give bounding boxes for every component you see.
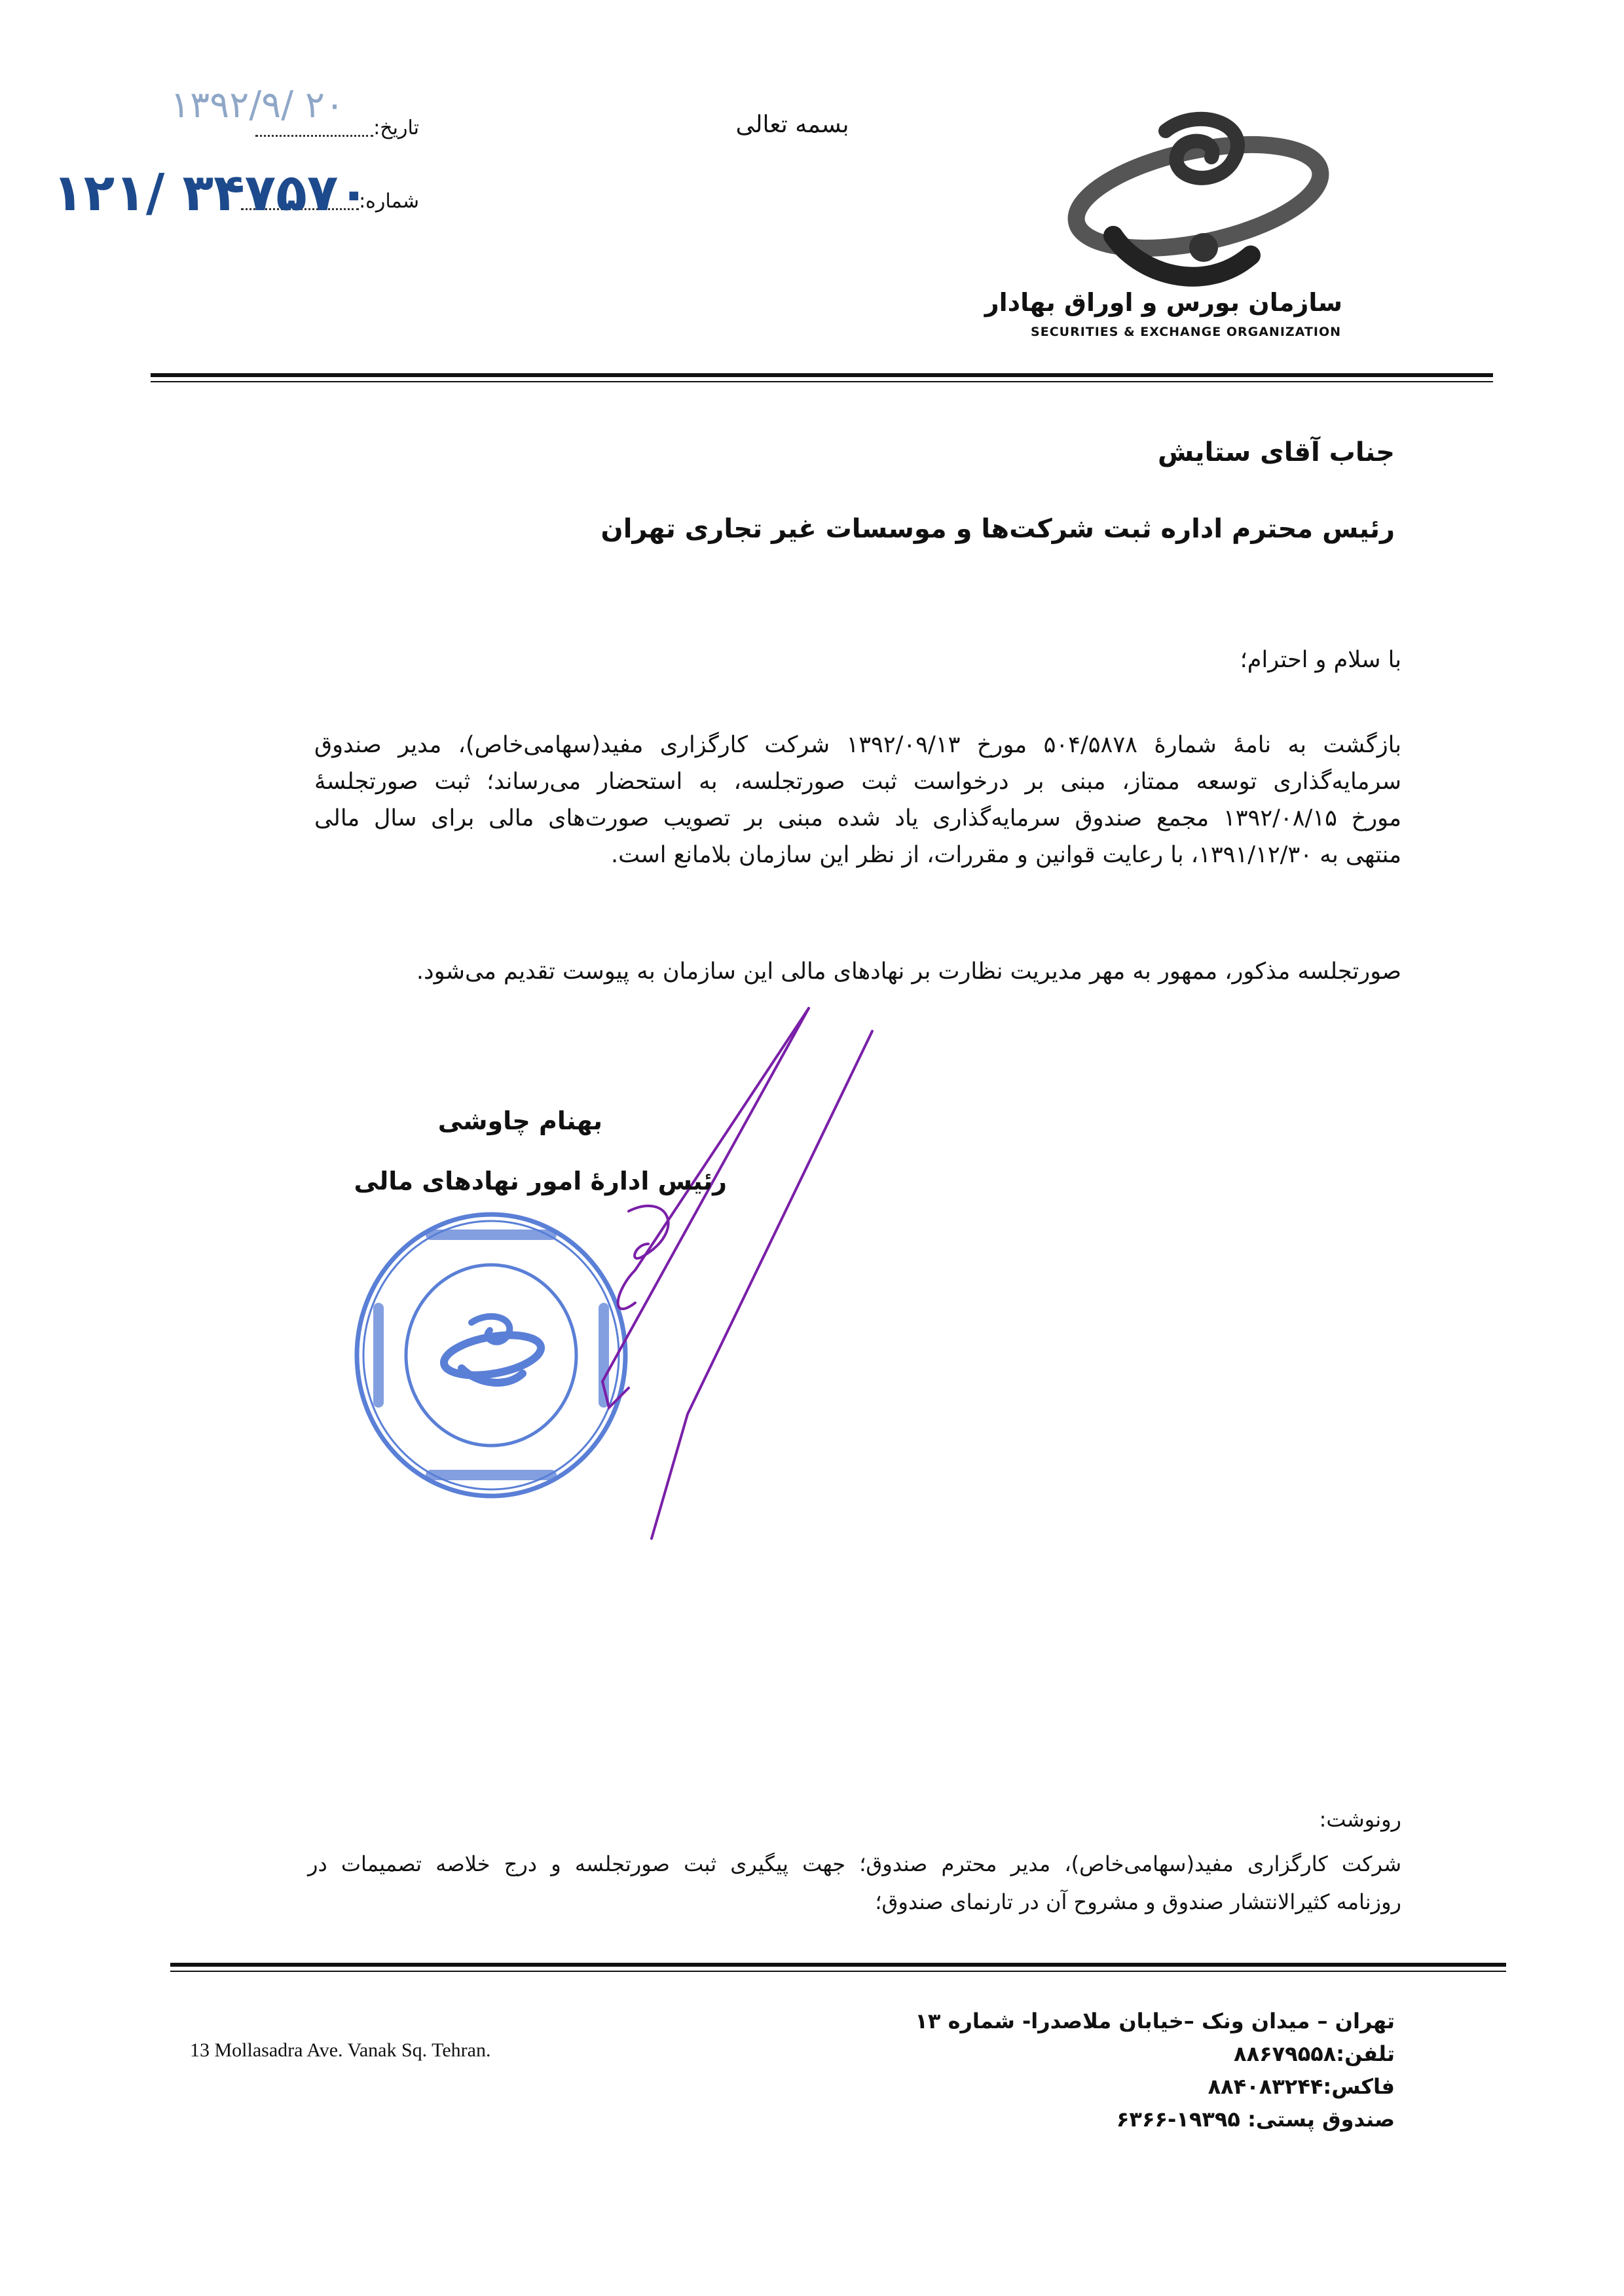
basmala: بسمه تعالی [735, 111, 849, 138]
cc-line: روزنامه کثیرالانتشار صندوق و مشروح آن در تارنمای صندوق؛ [875, 1889, 1401, 1914]
footer-po-box: صندوق پستی: ۱۹۳۹۵-۶۳۶۶ [1116, 2107, 1395, 2132]
signer-title: رئیس ادارهٔ امور نهادهای مالی [354, 1167, 727, 1195]
recipient-name: جناب آقای ستایش [1157, 437, 1395, 467]
recipient-title: رئیس محترم اداره ثبت شرکت‌ها و موسسات غیر تجاری تهران [600, 514, 1395, 544]
org-name-fa: سازمان بورس و اوراق بهادار [984, 288, 1342, 317]
date-value: ۱۳۹۲/۹/ ۲۰ [170, 84, 345, 126]
footer-address-fa: تهران – میدان ونک –خیابان ملاصدرا- شماره ۱۳ [915, 2009, 1395, 2033]
date-label: تاریخ: [373, 117, 419, 139]
header-divider-thin [151, 381, 1493, 382]
number-label: شماره: [359, 190, 419, 213]
footer-address-en: 13 Mollasadra Ave. Vanak Sq. Tehran. [190, 2039, 491, 2061]
cc-title: رونوشت: [1319, 1807, 1401, 1832]
body-paragraph [314, 727, 1401, 873]
cc-line: شرکت کارگزاری مفید(سهامی‌خاص)، مدیر محترم صندوق؛ جهت پیگیری ثبت صورتجلسه و درج خلاصه تصمیمات در [308, 1851, 1401, 1876]
org-name-en: SECURITIES & EXCHANGE ORGANIZATION [1031, 325, 1341, 339]
handwritten-signature [589, 995, 917, 1558]
letter-number-value: ۱۲۱/ ۳۴۷۵۷۰ [52, 164, 370, 223]
body-paragraph-2: صورتجلسه مذکور، ممهور به مهر مدیریت نظارت بر نهادهای مالی این سازمان به پیوست تقدیم می‌شود. [416, 958, 1401, 985]
greeting: با سلام و احترام؛ [1240, 647, 1401, 673]
header-divider [151, 373, 1493, 377]
footer-phone: تلفن:۸۸۶۷۹۵۵۸ [1234, 2041, 1395, 2066]
organization-logo [1035, 105, 1349, 360]
footer-fax: فاکس:۸۸۴۰۸۳۲۴۴ [1208, 2074, 1395, 2099]
footer-divider [170, 1963, 1506, 1967]
signer-name: بهنام چاوشی [437, 1106, 602, 1135]
cc-text [308, 1845, 1401, 1921]
body-line: مورخ ۱۳۹۲/۰۸/۱۵ مجمع صندوق سرمایه‌گذاری یاد شده مبنی بر تصویب صورت‌های مالی برای سال مالی [314, 805, 1401, 831]
body-line: منتهی به ۱۳۹۱/۱۲/۳۰، با رعایت قوانین و مقررات، از نظر این سازمان بلامانع است. [610, 842, 1401, 868]
footer-divider-thin [170, 1971, 1506, 1972]
body-line: سرمایه‌گذاری توسعه ممتاز، مبنی بر درخواست ثبت صورتجلسه، به استحضار می‌رساند؛ ثبت صورتجلسهٔ [314, 769, 1401, 795]
body-line: بازگشت به نامهٔ شمارهٔ ۵۰۴/۵۸۷۸ مورخ ۱۳۹۲/۰۹/۱۳ شرکت کارگزاری مفید(سهامی‌خاص)، مدیر صندوق [314, 732, 1402, 758]
